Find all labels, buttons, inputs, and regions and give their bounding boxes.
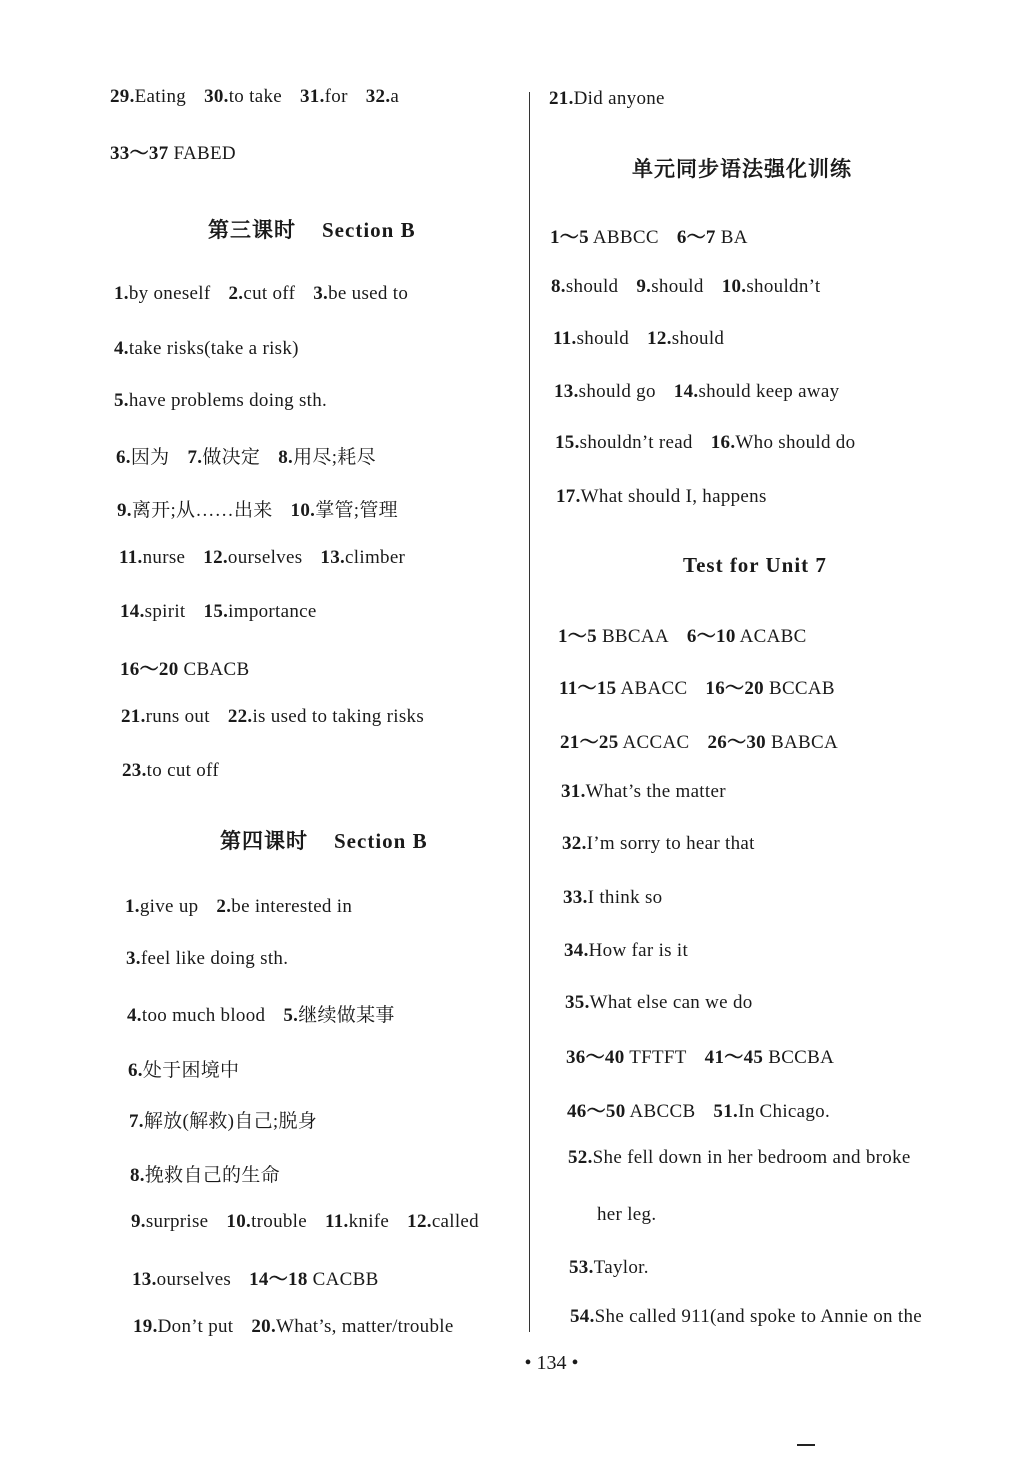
answer-text: too much blood	[141, 1005, 266, 1026]
answer-item	[204, 601, 317, 622]
answer-text: What should I, happens	[580, 486, 767, 507]
answer-item	[568, 1147, 911, 1168]
answer-text: her leg.	[597, 1204, 657, 1225]
answer-text: by oneself	[128, 283, 211, 304]
answer-number: 3.	[126, 948, 141, 969]
answer-item	[566, 1047, 687, 1068]
answer-number: 14～18	[249, 1269, 308, 1290]
answer-item	[226, 1211, 307, 1232]
answer-line	[568, 1147, 911, 1169]
answer-text: cut off	[243, 283, 296, 304]
column-divider	[529, 92, 530, 1332]
answer-item	[722, 276, 821, 297]
answer-number: 5.	[283, 1005, 299, 1026]
answer-line	[130, 1160, 280, 1187]
answer-item	[550, 227, 659, 248]
answer-item	[120, 659, 249, 680]
answer-number: 23.	[122, 760, 147, 781]
answer-text: 用尽;耗尽	[293, 447, 376, 468]
answer-line	[127, 1000, 395, 1027]
answer-number: 13.	[320, 547, 346, 568]
answer-text: surprise	[145, 1211, 209, 1232]
answer-item	[551, 276, 618, 297]
answer-number: 15.	[555, 432, 580, 453]
answer-line	[110, 138, 236, 165]
answer-number: 36～40	[566, 1047, 625, 1068]
answer-item	[114, 390, 327, 411]
answer-line	[566, 1042, 834, 1069]
answer-number: 52.	[568, 1147, 593, 1168]
answer-text: to cut off	[146, 760, 219, 781]
answer-line	[125, 896, 352, 918]
answer-line	[132, 1264, 379, 1291]
answer-item	[555, 432, 693, 453]
answer-text: What else can we do	[589, 992, 753, 1013]
answer-text: 处于困境中	[142, 1060, 240, 1081]
answer-number: 7.	[129, 1111, 144, 1132]
answer-number: 32.	[365, 86, 391, 107]
answer-number: 8.	[278, 447, 294, 468]
answer-item	[713, 1101, 830, 1122]
answer-number: 14.	[120, 601, 145, 622]
answer-number: 9.	[131, 1211, 146, 1232]
answer-item	[120, 601, 186, 622]
answer-item	[674, 381, 840, 402]
answer-text: Don’t put	[157, 1316, 234, 1337]
answer-text: 挽救自己的生命	[144, 1165, 280, 1186]
answer-item	[707, 732, 838, 753]
answer-number: 11.	[553, 328, 577, 349]
answer-number: 26～30	[707, 732, 766, 753]
answer-line	[126, 948, 288, 970]
answer-number: 30.	[204, 86, 229, 107]
answer-item	[647, 328, 724, 349]
answer-item	[705, 1047, 834, 1068]
answer-text: What’s the matter	[585, 781, 726, 802]
answer-number: 4.	[127, 1005, 142, 1026]
answer-number: 33.	[563, 887, 588, 908]
heading-cn: 第三课时	[208, 218, 296, 242]
answer-line	[570, 1306, 922, 1328]
answer-number: 6～7	[676, 227, 716, 248]
section-heading	[220, 825, 428, 855]
answer-item	[114, 283, 210, 304]
answer-text: She fell down in her bedroom and broke	[592, 1147, 911, 1168]
answer-item	[562, 833, 755, 854]
answer-text: for	[324, 86, 348, 107]
answer-text: importance	[228, 601, 317, 622]
answer-item	[569, 1257, 649, 1278]
answer-line	[551, 276, 820, 298]
answer-item	[564, 940, 688, 961]
answer-line	[559, 673, 835, 700]
answer-number: 9.	[117, 500, 132, 521]
answer-item	[283, 1005, 394, 1026]
answer-number: 33～37	[110, 143, 169, 164]
answer-item	[119, 547, 185, 568]
answer-line	[114, 390, 327, 412]
answer-item	[636, 276, 703, 297]
answer-number: 31.	[300, 86, 325, 107]
answer-item	[597, 1204, 656, 1225]
answer-number: 8.	[551, 276, 566, 297]
answer-number: 17.	[556, 486, 581, 507]
answer-item	[116, 447, 169, 468]
answer-item	[129, 1111, 317, 1132]
answer-line	[129, 1106, 317, 1133]
answer-text: a	[390, 86, 400, 107]
section-heading	[208, 214, 416, 244]
answer-text: runs out	[145, 706, 210, 727]
answer-number: 31.	[561, 781, 586, 802]
answer-number: 3.	[313, 283, 329, 304]
answer-number: 54.	[570, 1306, 595, 1327]
answer-number: 4.	[114, 338, 129, 359]
answer-number: 1～5	[558, 626, 597, 647]
answer-number: 20.	[251, 1316, 277, 1337]
answer-number: 11～15	[559, 678, 617, 699]
answer-number: 35.	[565, 992, 590, 1013]
answer-line	[554, 381, 839, 403]
answer-text: nurse	[142, 547, 186, 568]
answer-item	[127, 1005, 265, 1026]
answer-text: What’s, matter/trouble	[276, 1316, 454, 1337]
answer-item	[187, 447, 260, 468]
answer-number: 13.	[554, 381, 579, 402]
answer-text: Eating	[134, 86, 187, 107]
answer-line	[564, 940, 688, 962]
answer-text: called	[431, 1211, 479, 1232]
answer-text: ourselves	[156, 1269, 232, 1290]
answer-number: 12.	[647, 328, 672, 349]
answer-item	[563, 887, 662, 908]
answer-item	[407, 1211, 479, 1232]
answer-item	[203, 547, 302, 568]
answer-number: 16～20	[120, 659, 179, 680]
answer-number: 21～25	[560, 732, 619, 753]
answer-item	[570, 1306, 922, 1327]
answer-number: 14.	[673, 381, 699, 402]
answer-item	[565, 992, 753, 1013]
answer-text: I think so	[587, 887, 663, 908]
answer-item	[133, 1316, 233, 1337]
answer-line	[567, 1096, 830, 1123]
answer-item	[554, 381, 656, 402]
answer-line	[556, 486, 767, 508]
section-heading: Test for Unit 7	[683, 553, 827, 577]
answer-text: BBCAA	[596, 626, 669, 647]
answer-line	[550, 222, 748, 249]
answer-item	[560, 732, 689, 753]
answer-text: ABBCC	[588, 227, 659, 248]
answer-number: 11.	[325, 1211, 349, 1232]
answer-text: give up	[139, 896, 199, 917]
answer-item	[567, 1101, 695, 1122]
answer-text: 掌管;管理	[315, 500, 398, 521]
scan-mark	[797, 1444, 815, 1446]
answer-item	[132, 1269, 231, 1290]
answer-text: have problems doing sth.	[128, 390, 328, 411]
answer-item	[366, 86, 399, 107]
page-number: • 134 •	[524, 1352, 579, 1374]
answer-item	[300, 86, 348, 107]
answer-text: In Chicago.	[738, 1101, 831, 1122]
answer-item	[110, 86, 186, 107]
answer-number: 6～10	[686, 626, 736, 647]
answer-number: 8.	[130, 1165, 145, 1186]
answer-text: 继续做某事	[298, 1005, 395, 1026]
heading-en: Section B	[322, 218, 416, 242]
answer-number: 7.	[187, 447, 203, 468]
answer-line	[558, 621, 807, 648]
answer-item	[325, 1211, 389, 1232]
answer-number: 29.	[110, 86, 135, 107]
answer-number: 21.	[121, 706, 146, 727]
answer-item	[291, 500, 398, 521]
answer-item	[320, 547, 405, 568]
answer-item	[117, 500, 273, 521]
answer-number: 10.	[290, 500, 316, 521]
answer-number: 16～20	[705, 678, 764, 699]
answer-number: 53.	[569, 1257, 594, 1278]
answer-number: 21.	[549, 88, 574, 109]
answer-line	[563, 887, 662, 909]
answer-item	[228, 706, 424, 727]
answer-text: spirit	[144, 601, 186, 622]
answer-line	[562, 833, 755, 855]
answer-item	[130, 1165, 280, 1186]
answer-number: 1.	[125, 896, 140, 917]
answer-text: CACBB	[307, 1269, 379, 1290]
answer-line	[553, 328, 724, 350]
answer-item	[204, 86, 282, 107]
answer-item	[553, 328, 629, 349]
answer-number: 41～45	[704, 1047, 764, 1068]
answer-line	[133, 1316, 454, 1338]
answer-line	[110, 86, 399, 108]
answer-item	[126, 948, 288, 969]
answer-text: BABCA	[765, 732, 838, 753]
section-heading: 单元同步语法强化训练	[632, 157, 852, 181]
answer-item	[228, 283, 295, 304]
heading-cn: 第四课时	[220, 829, 308, 853]
answer-item	[110, 143, 236, 164]
answer-text: ABCCB	[625, 1101, 696, 1122]
answer-text: should	[671, 328, 725, 349]
answer-line	[131, 1211, 479, 1233]
answer-number: 10.	[721, 276, 747, 297]
answer-line	[560, 727, 838, 754]
answer-item	[122, 760, 219, 781]
answer-item	[558, 626, 669, 647]
answer-text: be interested in	[231, 896, 353, 917]
answer-number: 15.	[203, 601, 229, 622]
answer-item	[549, 88, 665, 109]
answer-text: should keep away	[698, 381, 840, 402]
answer-text: BCCAB	[763, 678, 835, 699]
answer-item	[278, 447, 376, 468]
answer-number: 10.	[226, 1211, 252, 1232]
answer-text: 离开;从……出来	[131, 500, 273, 521]
answer-line	[122, 760, 219, 782]
answer-item	[128, 1060, 239, 1081]
answer-number: 34.	[564, 940, 589, 961]
answer-line	[569, 1257, 649, 1279]
answer-text: ourselves	[227, 547, 303, 568]
answer-number: 32.	[562, 833, 587, 854]
answer-item	[121, 706, 210, 727]
answer-line	[561, 781, 726, 803]
answer-number: 1.	[114, 283, 129, 304]
answer-text: She called 911(and spoke to Annie on the	[594, 1306, 923, 1327]
answer-number: 19.	[133, 1316, 158, 1337]
answer-number: 51.	[713, 1101, 739, 1122]
answer-line	[121, 706, 424, 728]
answer-text: Who should do	[735, 432, 856, 453]
answer-text: to take	[228, 86, 282, 107]
answer-text: knife	[348, 1211, 390, 1232]
answer-number: 1～5	[550, 227, 589, 248]
answer-line	[549, 88, 665, 110]
answer-item	[125, 896, 198, 917]
answer-line	[597, 1204, 656, 1226]
answer-line	[120, 654, 249, 681]
answer-number: 16.	[710, 432, 736, 453]
answer-number: 12.	[407, 1211, 432, 1232]
answer-text: take risks(take a risk)	[128, 338, 299, 359]
answer-text: ACCAC	[618, 732, 690, 753]
answer-item	[687, 626, 807, 647]
answer-text: should go	[578, 381, 656, 402]
answer-line	[120, 601, 317, 623]
answer-item	[313, 283, 408, 304]
answer-line	[119, 547, 405, 569]
answer-text: climber	[345, 547, 406, 568]
answer-item	[705, 678, 834, 699]
answer-item	[556, 486, 767, 507]
answer-item	[711, 432, 856, 453]
answer-line	[565, 992, 753, 1014]
answer-number: 11.	[119, 547, 143, 568]
answer-text: be used to	[328, 283, 409, 304]
answer-line	[116, 442, 376, 469]
answer-text: 做决定	[202, 447, 261, 468]
answer-item	[677, 227, 748, 248]
answer-text: Taylor.	[593, 1257, 649, 1278]
answer-number: 9.	[636, 276, 652, 297]
answer-item	[131, 1211, 208, 1232]
answer-text: is used to taking risks	[252, 706, 425, 727]
answer-number: 6.	[128, 1060, 143, 1081]
answer-text: feel like doing sth.	[140, 948, 289, 969]
answer-item	[561, 781, 726, 802]
answer-text: BA	[715, 227, 748, 248]
answer-text: should	[651, 276, 704, 297]
answer-number: 2.	[228, 283, 244, 304]
answer-text: I’m sorry to hear that	[586, 833, 755, 854]
answer-text: CBACB	[178, 659, 250, 680]
answer-line	[114, 338, 299, 360]
answer-line	[555, 432, 855, 454]
answer-number: 12.	[203, 547, 228, 568]
answer-item	[251, 1316, 453, 1337]
answer-text: TFTFT	[624, 1047, 687, 1068]
answer-text: BCCBA	[763, 1047, 835, 1068]
answer-text: 因为	[130, 447, 170, 468]
answer-text: ABACC	[616, 678, 688, 699]
answer-number: 6.	[116, 447, 131, 468]
heading-en: Section B	[334, 829, 428, 853]
answer-item	[114, 338, 299, 359]
answer-number: 22.	[227, 706, 253, 727]
answer-text: shouldn’t	[746, 276, 821, 297]
answer-text: should	[565, 276, 619, 297]
answer-text: 解放(解救)自己;脱身	[143, 1111, 318, 1132]
answer-number: 2.	[216, 896, 232, 917]
answer-text: shouldn’t read	[579, 432, 693, 453]
answer-number: 5.	[114, 390, 129, 411]
answer-text: FABED	[168, 143, 236, 164]
answer-item	[559, 678, 687, 699]
answer-item	[249, 1269, 378, 1290]
answer-line	[128, 1055, 239, 1082]
answer-number: 13.	[132, 1269, 157, 1290]
answer-item	[216, 896, 352, 917]
answer-line	[114, 283, 408, 305]
answer-text: ACABC	[735, 626, 807, 647]
answer-line	[117, 495, 398, 522]
answer-text: trouble	[251, 1211, 307, 1232]
answer-text: How far is it	[588, 940, 689, 961]
answer-text: Did anyone	[573, 88, 665, 109]
answer-number: 46～50	[567, 1101, 626, 1122]
answer-text: should	[576, 328, 630, 349]
